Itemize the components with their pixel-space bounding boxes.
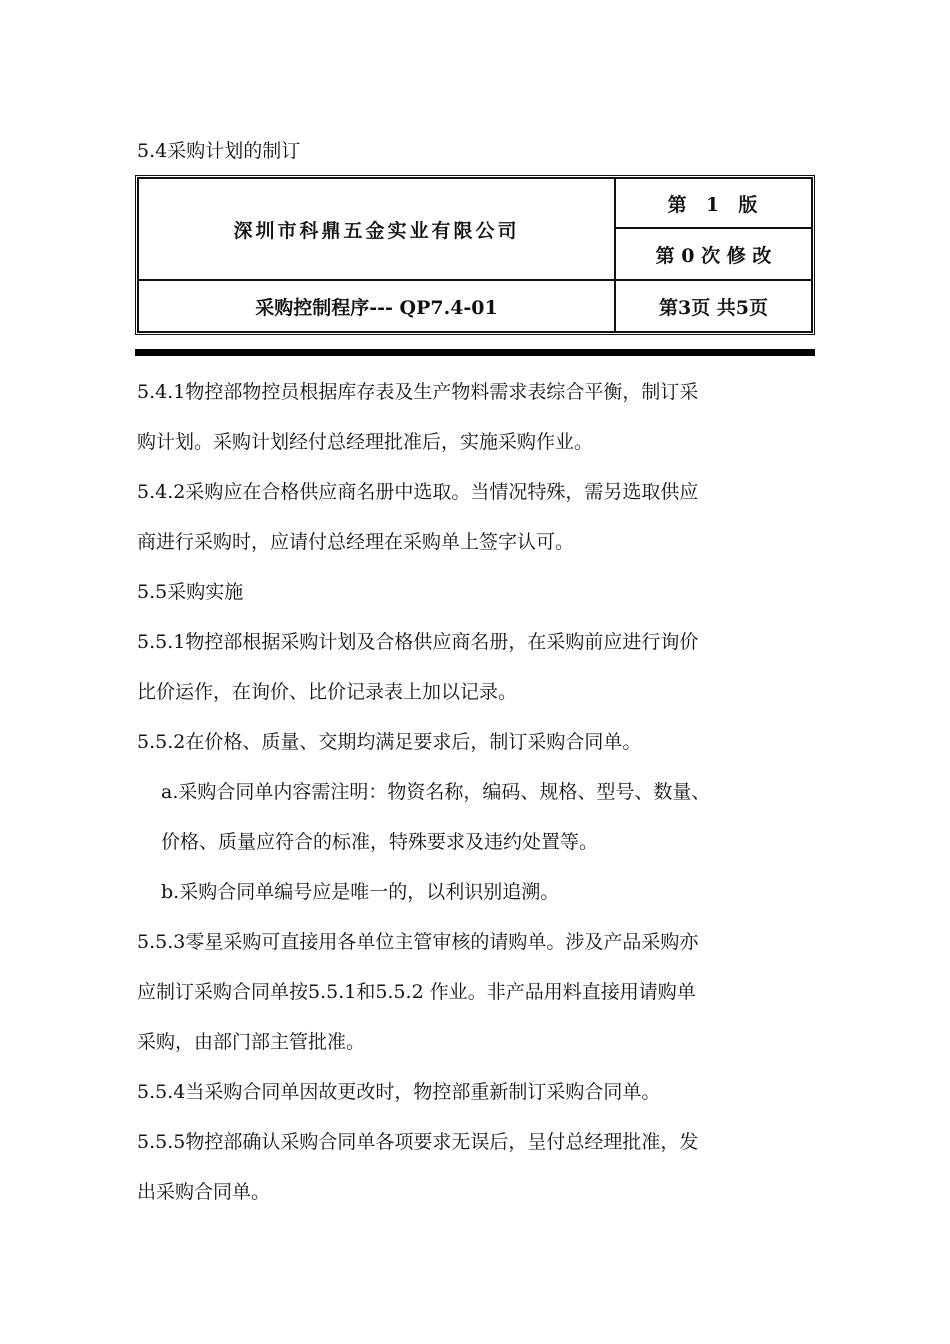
list-item-a-continued: 价格、质量应符合的标准，特殊要求及违约处置等。 (161, 831, 599, 853)
paragraph-line: 采购，由部门部主管批准。 (137, 1031, 366, 1053)
paragraph-line: 购计划。采购计划经付总经理批准后，实施采购作业。 (137, 431, 594, 453)
paragraph-line: 5.5.5物控部确认采购合同单各项要求无误后，呈付总经理批准，发 (137, 1131, 699, 1153)
edition-cell: 第 1 版 (615, 178, 812, 228)
procedure-title: 采购控制程序--- QP7.4-01 (138, 280, 615, 332)
paragraph-line: 5.5.3零星采购可直接用各单位主管审核的请购单。涉及产品采购亦 (137, 931, 699, 953)
paragraph-line: 5.4.1物控部物控员根据库存表及生产物料需求表综合平衡，制订采 (137, 381, 699, 403)
paragraph-line: 5.5.4当采购合同单因故更改时，物控部重新制订采购合同单。 (137, 1081, 661, 1103)
company-name: 深圳市科鼎五金实业有限公司 (138, 178, 615, 280)
paragraph-line: 5.5.1物控部根据采购计划及合格供应商名册，在采购前应进行询价 (137, 631, 699, 653)
paragraph-line: 比价运作，在询价、比价记录表上加以记录。 (137, 681, 518, 703)
paragraph-line: 5.4.2采购应在合格供应商名册中选取。当情况特殊，需另选取供应 (137, 481, 699, 503)
subsection-heading: 5.5采购实施 (137, 581, 244, 603)
document-header-table (135, 175, 815, 335)
body-text (137, 367, 817, 1217)
paragraph-line: 应制订采购合同单按5.5.1和5.5.2 作业。非产品用料直接用请购单 (137, 981, 696, 1003)
page-info: 第3页 共5页 (615, 280, 812, 332)
section-heading: 5.4采购计划的制订 (137, 140, 301, 162)
paragraph-line: 商进行采购时，应请付总经理在采购单上签字认可。 (137, 531, 575, 553)
list-item-a: a.采购合同单内容需注明：物资名称，编码、规格、型号、数量、 (161, 781, 711, 803)
paragraph-line: 出采购合同单。 (137, 1181, 271, 1203)
list-item-b: b.采购合同单编号应是唯一的，以利识别追溯。 (161, 881, 560, 903)
paragraph-line: 5.5.2在价格、质量、交期均满足要求后，制订采购合同单。 (137, 731, 642, 753)
revision-cell: 第 0 次 修 改 (615, 228, 812, 280)
header-divider (135, 349, 815, 356)
